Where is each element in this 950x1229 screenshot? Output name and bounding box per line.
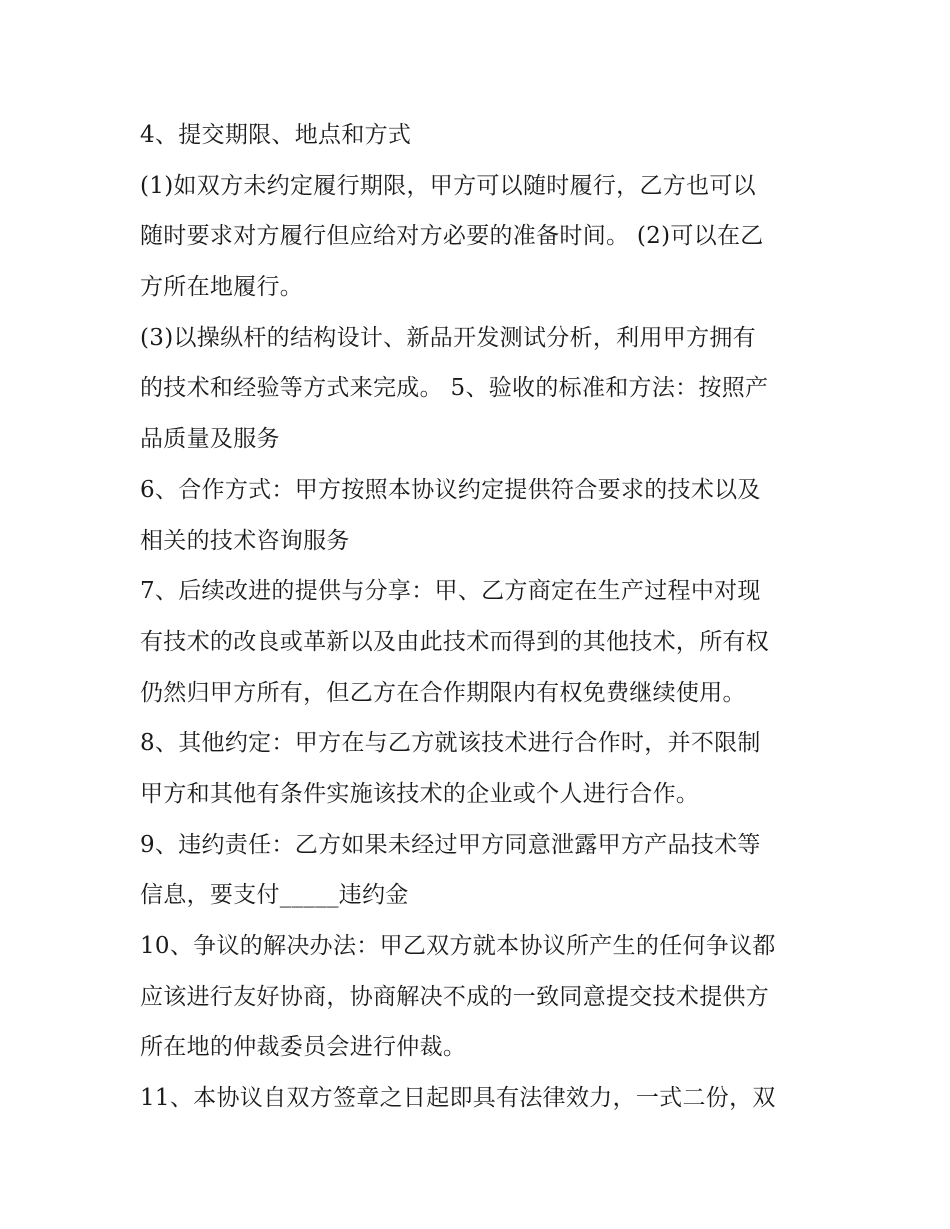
text-line-7: 品质量及服务 [140, 426, 280, 453]
text-line-4: 方所在地履行。 [140, 274, 304, 301]
text-line-19: 所在地的仲裁委员会进行仲裁。 [140, 1034, 467, 1061]
text-line-14: 甲方和其他有条件实施该技术的企业或个人进行合作。 [140, 780, 700, 807]
text-line-18: 应该进行友好协商，协商解决不成的一致同意提交技术提供方 [140, 983, 770, 1010]
text-line-8: 6、合作方式：甲方按照本协议约定提供符合要求的技术以及 [140, 476, 761, 503]
text-line-10: 7、后续改进的提供与分享：甲、乙方商定在生产过程中对现 [140, 578, 761, 605]
text-line-9: 相关的技术咨询服务 [140, 527, 350, 554]
text-line-5: (3)以操纵杆的结构设计、新品开发测试分析，利用甲方拥有 [140, 324, 756, 351]
text-line-15: 9、违约责任：乙方如果未经过甲方同意泄露甲方产品技术等 [140, 831, 761, 858]
text-line-16: 信息，要支付_____违约金 [140, 882, 409, 909]
text-line-17: 10、争议的解决办法：甲乙双方就本协议所产生的任何争议都 [140, 933, 776, 959]
text-line-1: 4、提交期限、地点和方式 [140, 122, 412, 148]
text-line-2: (1)如双方未约定履行期限，甲方可以随时履行，乙方也可以 [140, 172, 756, 199]
text-line-12: 仍然归甲方所有，但乙方在合作期限内有权免费继续使用。 [140, 679, 746, 706]
text-line-20: 11、本协议自双方签章之日起即具有法律效力，一式二份，双 [140, 1085, 776, 1112]
document-body [140, 110, 830, 1124]
text-line-11: 有技术的改良或革新以及由此技术而得到的其他技术，所有权 [140, 628, 770, 655]
text-line-13: 8、其他约定：甲方在与乙方就该技术进行合作时，并不限制 [140, 730, 761, 757]
text-line-3: 随时要求对方履行但应给对方必要的准备时间。 (2)可以在乙 [140, 223, 764, 250]
text-line-6: 的技术和经验等方式来完成。 5、验收的标准和方法：按照产 [140, 375, 769, 402]
